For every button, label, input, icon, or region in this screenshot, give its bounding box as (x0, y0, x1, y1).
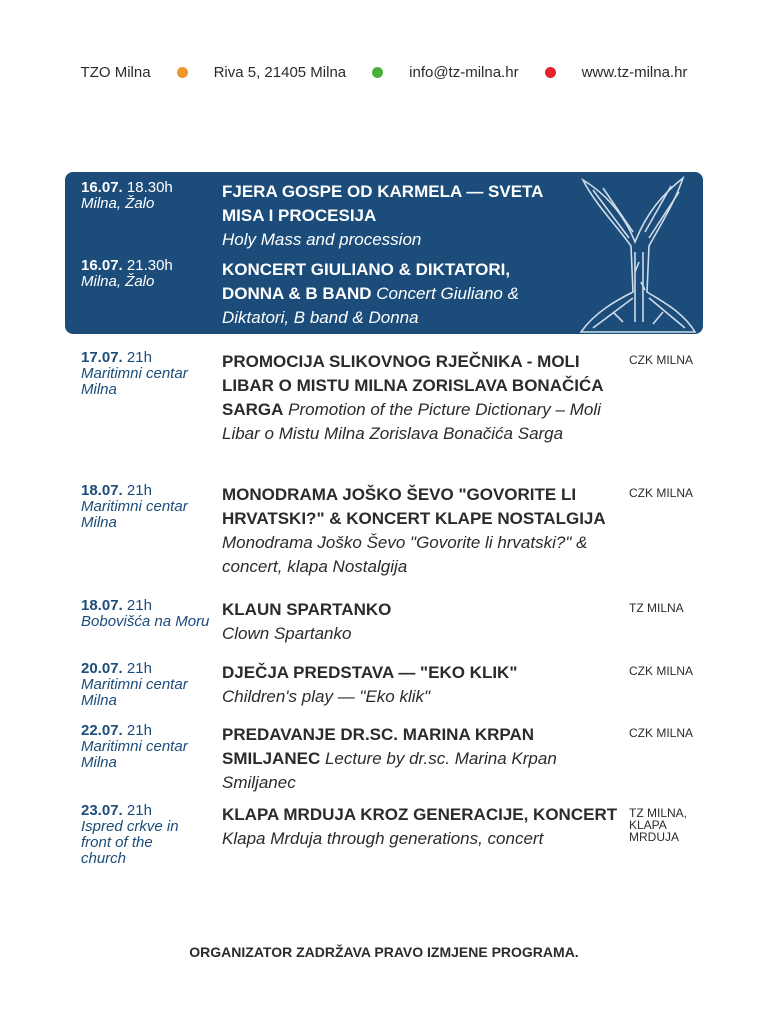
event-when (81, 598, 221, 630)
event-date: 16.07. (81, 179, 123, 196)
event-date: 23.07. (81, 802, 123, 819)
event-place: Maritimni centar Milna (81, 498, 188, 531)
event-date: 20.07. (81, 660, 123, 677)
footer-notice: ORGANIZATOR ZADRŽAVA PRAVO IZMJENE PROGRAMA. (189, 944, 579, 960)
event-desc (222, 723, 622, 795)
red-dot-icon (545, 67, 556, 78)
event-desc (222, 180, 552, 252)
contact-bar (0, 64, 768, 81)
event-organizer: CZK MILNA (629, 664, 694, 678)
event-organizer: CZK MILNA (629, 353, 694, 367)
event-time: 21h (126, 660, 152, 677)
event-desc (222, 803, 622, 851)
event-subtitle: Klapa Mrduja through generations, concert (222, 829, 544, 848)
event-place: Milna, Žalo (81, 273, 155, 290)
event-time: 21h (126, 482, 152, 499)
event-subtitle: Clown Spartanko (222, 624, 352, 643)
event-title: PREDAVANJE DR.SC. MARINA KRPAN SMILJANEC (222, 725, 535, 768)
event-date: 22.07. (81, 722, 123, 739)
event-time: 21h (126, 802, 152, 819)
event-when (81, 723, 221, 771)
event-title: DJEČJA PREDSTAVA — "EKO KLIK" (222, 663, 518, 682)
event-when (81, 661, 221, 709)
event-when (81, 258, 221, 290)
fish-tail-icon (573, 172, 703, 334)
event-time: 21h (126, 722, 152, 739)
event-subtitle: Monodrama Joško Ševo "Govorite li hrvatski?" & concert, klapa Nostalgija (222, 533, 588, 576)
org-name: TZO Milna (80, 64, 151, 81)
event-organizer: CZK MILNA (629, 726, 694, 740)
event-title: KONCERT GIULIANO & DIKTATORI, DONNA & B BAND (222, 260, 511, 303)
event-title: PROMOCIJA SLIKOVNOG RJEČNIKA - MOLI LIBAR O MISTU MILNA ZORISLAVA BONAČIĆA SARGA (222, 352, 603, 419)
orange-dot-icon (177, 67, 188, 78)
event-when (81, 483, 221, 531)
event-desc (222, 661, 622, 709)
event-title: KLAUN SPARTANKO (222, 600, 392, 619)
event-subtitle: Children's play — "Eko klik" (222, 687, 431, 706)
address: Riva 5, 21405 Milna (213, 64, 347, 81)
event-time: 21.30h (126, 257, 173, 274)
event-desc (222, 258, 552, 330)
event-place: Bobovišća na Moru (81, 613, 210, 630)
featured-banner (65, 172, 703, 334)
event-time: 18.30h (126, 179, 173, 196)
event-time: 21h (126, 349, 152, 366)
event-subtitle: Concert Giuliano & Diktatori, B band & Donna (222, 284, 519, 327)
email-link[interactable]: info@tz-milna.hr (409, 64, 519, 81)
event-date: 18.07. (81, 482, 123, 499)
event-subtitle: Holy Mass and procession (222, 230, 422, 249)
event-place: Maritimni centar Milna (81, 365, 188, 398)
event-time: 21h (126, 597, 152, 614)
event-organizer: TZ MILNA (629, 601, 684, 615)
event-subtitle: Promotion of the Picture Dictionary – Moli Libar o Mistu Milna Zorislava Bonačića Sarga (222, 400, 601, 443)
event-place: Maritimni centar Milna (81, 676, 188, 709)
event-date: 16.07. (81, 257, 123, 274)
event-desc (222, 483, 622, 579)
green-dot-icon (372, 67, 383, 78)
event-place: Ispred crkve in front of the church (81, 818, 179, 867)
event-title: FJERA GOSPE OD KARMELA — SVETA MISA I PROCESIJA (222, 182, 543, 225)
event-place: Milna, Žalo (81, 195, 155, 212)
event-organizer: CZK MILNA (629, 486, 694, 500)
event-place: Maritimni centar Milna (81, 738, 188, 771)
event-when (81, 350, 221, 398)
event-organizer: TZ MILNA, KLAPA MRDUJA (629, 806, 688, 844)
event-title: KLAPA MRDUJA KROZ GENERACIJE, KONCERT (222, 805, 618, 824)
event-desc (222, 350, 622, 446)
event-title: MONODRAMA JOŠKO ŠEVO "GOVORITE LI HRVATSKI?" & KONCERT KLAPE NOSTALGIJA (222, 485, 606, 528)
event-subtitle: Lecture by dr.sc. Marina Krpan Smiljanec (222, 749, 557, 792)
event-date: 17.07. (81, 349, 123, 366)
event-when (81, 180, 221, 212)
event-date: 18.07. (81, 597, 123, 614)
website-link[interactable]: www.tz-milna.hr (581, 64, 688, 81)
event-when (81, 803, 221, 867)
event-desc (222, 598, 622, 646)
